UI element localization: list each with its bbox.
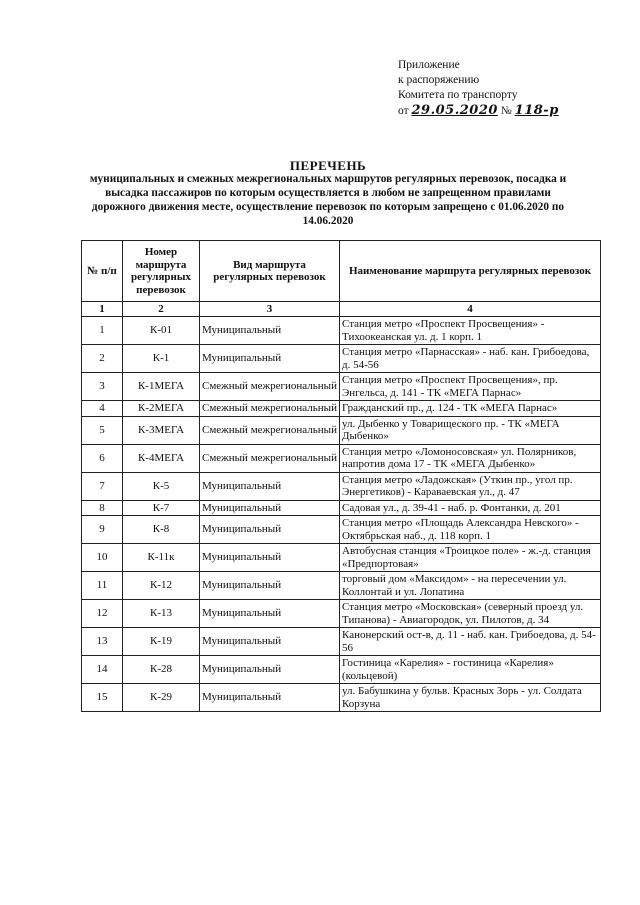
row-number: 10	[82, 544, 123, 572]
row-route-type: Муниципальный	[200, 516, 340, 544]
handwritten-number: 118-р	[514, 103, 559, 118]
row-route-type: Муниципальный	[200, 544, 340, 572]
table-row	[82, 628, 601, 656]
row-number: 12	[82, 600, 123, 628]
row-route-type: Муниципальный	[200, 628, 340, 656]
row-route-type: Муниципальный	[200, 656, 340, 684]
document-title: ПЕРЕЧЕНЬ	[289, 158, 367, 173]
handwritten-date: 29.05.2020	[411, 103, 498, 118]
row-route-type: Смежный межрегиональный	[200, 401, 340, 417]
row-number: 13	[82, 628, 123, 656]
table-row	[82, 401, 601, 417]
row-route-name: Гостиница «Карелия» - гостиница «Карелия» (кольцевой)	[340, 656, 601, 684]
row-route-number: К-11к	[123, 544, 200, 572]
column-number: 1	[82, 302, 123, 317]
row-route-number: К-8	[123, 516, 200, 544]
row-route-number: К-4МЕГА	[123, 444, 200, 472]
row-route-number: К-13	[123, 600, 200, 628]
row-route-name: Станция метро «Ломоносовская» ул. Полярников, напротив дома 17 - ТК «МЕГА Дыбенко»	[340, 444, 601, 472]
column-number-row	[82, 302, 601, 317]
header-route-name: Наименование маршрута регулярных перевозок	[340, 241, 601, 302]
table-row	[82, 472, 601, 500]
row-route-type: Муниципальный	[200, 600, 340, 628]
row-route-number: К-2МЕГА	[123, 401, 200, 417]
table-row	[82, 373, 601, 401]
row-route-name: Станция метро «Площадь Александра Невского» - Октябрьская наб., д. 118 корп. 1	[340, 516, 601, 544]
row-route-number: К-19	[123, 628, 200, 656]
table-row	[82, 317, 601, 345]
row-route-number: К-3МЕГА	[123, 416, 200, 444]
row-number: 1	[82, 317, 123, 345]
row-number: 7	[82, 472, 123, 500]
appendix-date-line	[398, 103, 559, 119]
column-number: 4	[340, 302, 601, 317]
header-route-type: Вид маршрута регулярных перевозок	[200, 241, 340, 302]
row-number: 5	[82, 416, 123, 444]
row-route-number: К-7	[123, 500, 200, 516]
row-route-number: К-28	[123, 656, 200, 684]
row-route-type: Смежный межрегиональный	[200, 416, 340, 444]
row-route-name: Станция метро «Проспект Просвещения» - Тихоокеанская ул. д. 1 корп. 1	[340, 317, 601, 345]
row-number: 14	[82, 656, 123, 684]
row-route-name: ул. Бабушкина у бульв. Красных Зорь - ул. Солдата Корзуна	[340, 684, 601, 712]
row-number: 4	[82, 401, 123, 417]
row-route-name: Станция метро «Ладожская» (Уткин пр., угол пр. Энергетиков) - Караваевская ул., д. 47	[340, 472, 601, 500]
row-number: 9	[82, 516, 123, 544]
appendix-line-3: Комитета по транспорту	[398, 89, 518, 101]
table-row	[82, 684, 601, 712]
date-prefix: от	[398, 105, 409, 117]
table-row	[82, 572, 601, 600]
table-row	[82, 416, 601, 444]
row-route-name: Станция метро «Парнасская» - наб. кан. Грибоедова, д. 54-56	[340, 345, 601, 373]
table-header-row	[82, 241, 601, 302]
appendix-line-2: к распоряжению	[398, 74, 480, 86]
row-route-type: Муниципальный	[200, 345, 340, 373]
header-route-number: Номер маршрута регулярных перевозок	[123, 241, 200, 302]
row-route-number: К-1	[123, 345, 200, 373]
row-route-type: Муниципальный	[200, 500, 340, 516]
row-route-number: К-01	[123, 317, 200, 345]
number-prefix: №	[500, 105, 512, 117]
table-row	[82, 516, 601, 544]
table-row	[82, 656, 601, 684]
row-number: 11	[82, 572, 123, 600]
row-number: 3	[82, 373, 123, 401]
row-route-type: Муниципальный	[200, 572, 340, 600]
table-row	[82, 444, 601, 472]
column-number: 2	[123, 302, 200, 317]
row-route-name: торговый дом «Максидом» - на пересечении ул. Коллонтай и ул. Лопатина	[340, 572, 601, 600]
table-body	[82, 317, 601, 712]
row-route-number: К-1МЕГА	[123, 373, 200, 401]
table-row	[82, 500, 601, 516]
table-row	[82, 544, 601, 572]
appendix-line-1: Приложение	[398, 59, 460, 71]
row-number: 15	[82, 684, 123, 712]
row-route-type: Муниципальный	[200, 684, 340, 712]
document-subtitle: муниципальных и смежных межрегиональных маршрутов регулярных перевозок, посадка и высадка пассажиров по которым осуществляется в любом не запрещенном правилами дорожного движения месте, осуществление перевозок по которым запрещено с 01.06.2020 по 14.06.2020	[89, 173, 567, 227]
row-route-type: Муниципальный	[200, 472, 340, 500]
row-route-number: К-5	[123, 472, 200, 500]
row-number: 6	[82, 444, 123, 472]
column-number: 3	[200, 302, 340, 317]
row-number: 8	[82, 500, 123, 516]
table-row	[82, 600, 601, 628]
row-route-number: К-29	[123, 684, 200, 712]
routes-table	[81, 240, 601, 712]
row-route-number: К-12	[123, 572, 200, 600]
row-number: 2	[82, 345, 123, 373]
row-route-name: Станция метро «Московская» (северный проезд ул. Типанова) - Авиагородок, ул. Пилотов, д. 34	[340, 600, 601, 628]
row-route-name: Гражданский пр., д. 124 - ТК «МЕГА Парнас»	[340, 401, 601, 417]
row-route-name: ул. Дыбенко у Товарищеского пр. - ТК «МЕГА Дыбенко»	[340, 416, 601, 444]
row-route-type: Муниципальный	[200, 317, 340, 345]
appendix-block	[398, 58, 559, 119]
row-route-name: Станция метро «Проспект Просвещения», пр. Энгельса, д. 141 - ТК «МЕГА Парнас»	[340, 373, 601, 401]
row-route-name: Автобусная станция «Троицкое поле» - ж.-д. станция «Предпортовая»	[340, 544, 601, 572]
header-number: № п/п	[82, 241, 123, 302]
row-route-name: Канонерский ост-в, д. 11 - наб. кан. Грибоедова, д. 54-56	[340, 628, 601, 656]
row-route-type: Смежный межрегиональный	[200, 373, 340, 401]
row-route-type: Смежный межрегиональный	[200, 444, 340, 472]
table-row	[82, 345, 601, 373]
row-route-name: Садовая ул., д. 39-41 - наб. р. Фонтанки, д. 201	[340, 500, 601, 516]
